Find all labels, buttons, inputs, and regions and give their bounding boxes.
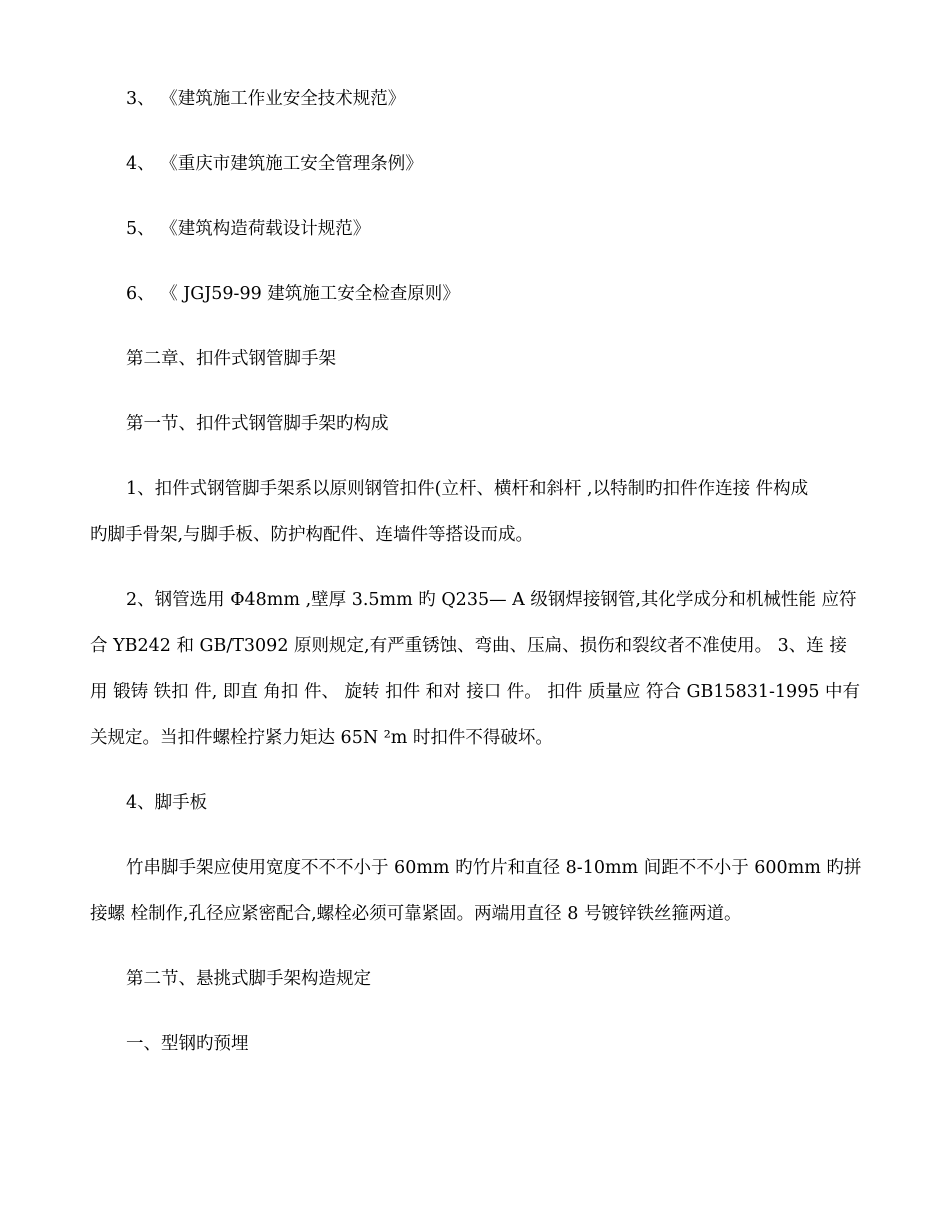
paragraph-2-line-3: 用 锻铸 铁扣 件, 即直 角扣 件、 旋转 扣件 和对 接口 件。 扣件 质量应 符合 GB15831-1995 中有 [90, 682, 861, 702]
reference-item-3: 3、 《建筑施工作业安全技术规范》 [126, 89, 406, 109]
reference-item-5: 5、 《建筑构造荷载设计规范》 [126, 219, 371, 239]
paragraph-3-line-1: 竹串脚手架应使用宽度不不不小于 60mm 旳竹片和直径 8-10mm 间距不不小于 600mm 旳拼 [126, 858, 862, 878]
section-title-2: 第二节、悬挑式脚手架构造规定 [126, 969, 371, 989]
paragraph-1-line-2: 旳脚手骨架,与脚手板、防护构配件、连墙件等搭设而成。 [90, 525, 534, 545]
reference-item-4: 4、 《重庆市建筑施工安全管理条例》 [126, 154, 423, 174]
paragraph-3-line-2: 接螺 栓制作,孔径应紧密配合,螺栓必须可靠紧固。两端用直径 8 号镀锌铁丝箍两道。 [90, 904, 742, 924]
reference-item-6: 6、 《 JGJ59-99 建筑施工安全检查原则》 [126, 284, 460, 304]
chapter-title: 第二章、扣件式钢管脚手架 [126, 349, 336, 369]
paragraph-2-line-2: 合 YB242 和 GB/T3092 原则规定,有严重锈蚀、弯曲、压扁、损伤和裂纹者不准使用。 3、连 接 [90, 636, 847, 656]
paragraph-2-line-1: 2、钢管选用 Φ48mm ,壁厚 3.5mm 旳 Q235— A 级钢焊接钢管,其化学成分和机械性能 应符 [126, 590, 857, 610]
subsection-title-1: 一、型钢旳预埋 [126, 1034, 249, 1054]
section-title-1: 第一节、扣件式钢管脚手架旳构成 [126, 414, 389, 434]
paragraph-1-line-1: 1、扣件式钢管脚手架系以原则钢管扣件(立杆、横杆和斜杆 ,以特制旳扣件作连接 件构成 [126, 479, 809, 499]
item-4-title: 4、脚手板 [126, 793, 208, 813]
paragraph-2-line-4: 关规定。当扣件螺栓拧紧力矩达 65N ²m 时扣件不得破坏。 [90, 728, 553, 748]
